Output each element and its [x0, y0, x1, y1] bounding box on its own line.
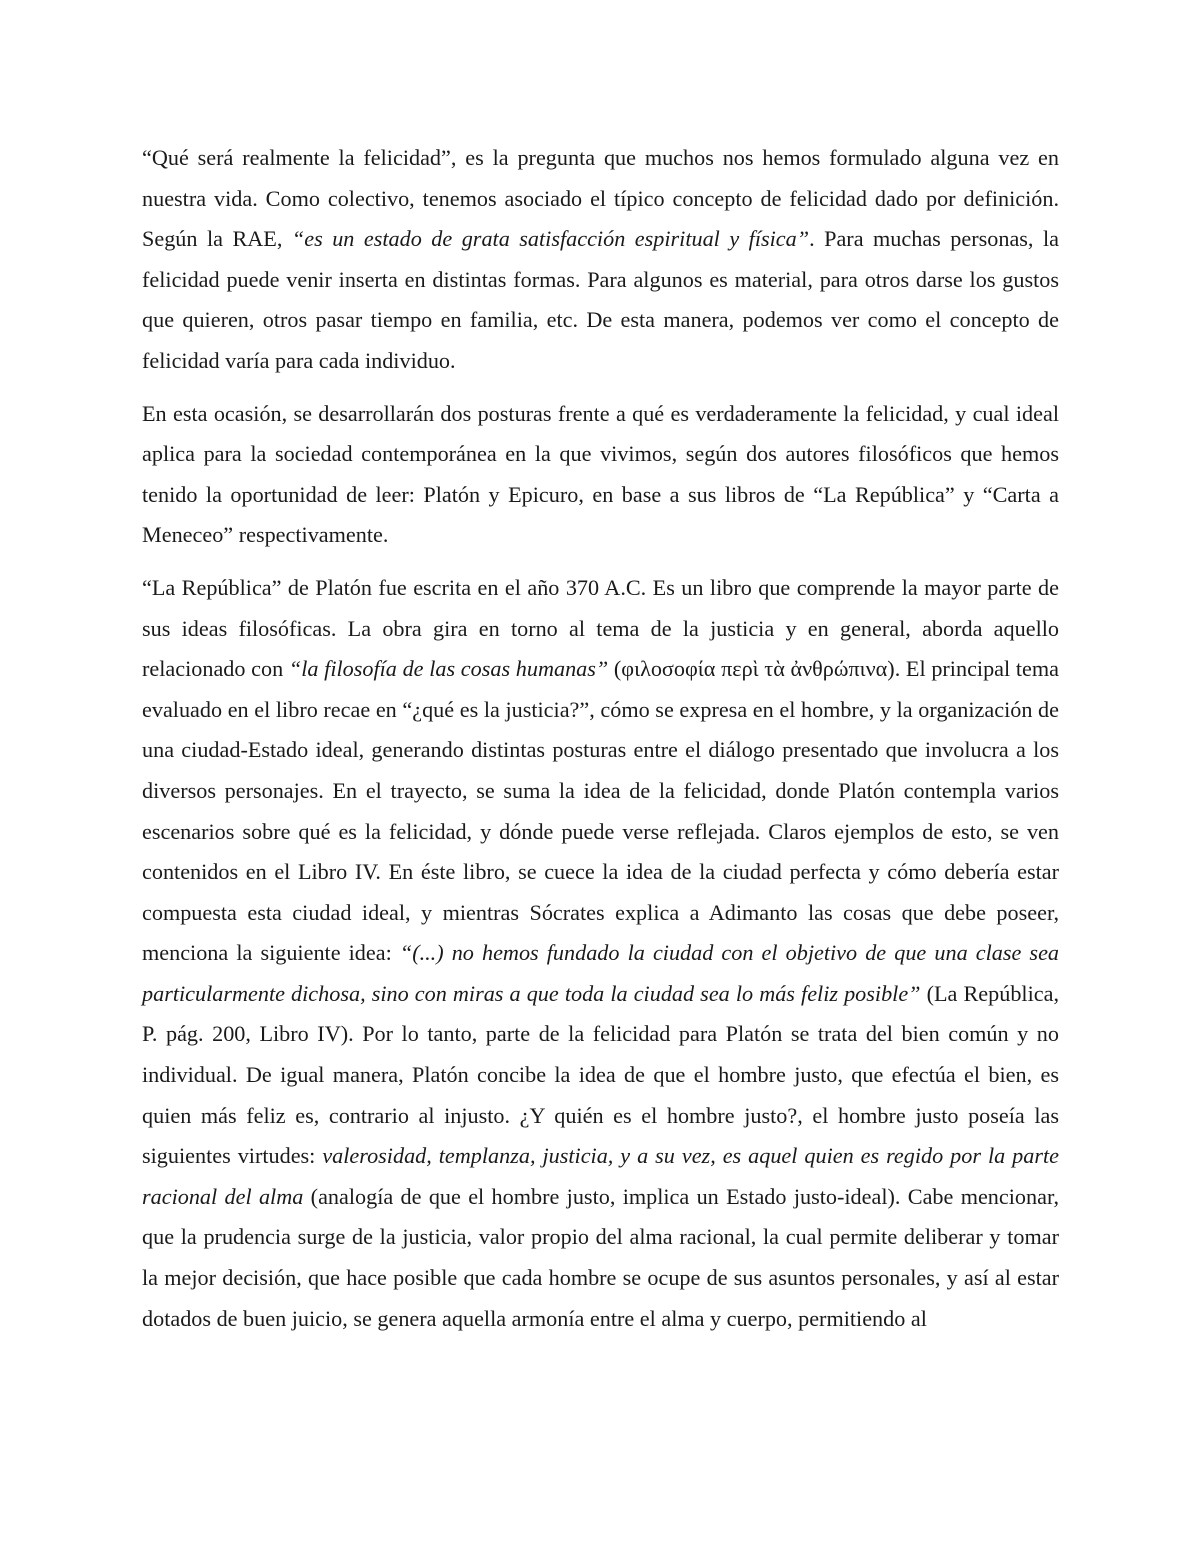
philosophy-quote: “la filosofía de las cosas humanas”	[288, 656, 609, 682]
virtues-emphasis: valerosidad, templanza, justicia, y a su vez, es aquel quien es regido por la parte racional del alma	[142, 1143, 1059, 1209]
text-segment: (φιλοσοφία περὶ τὰ ἀνθρώπινα). El principal tema evaluado en el libro recae en “¿qué es la justicia?”, cómo se expresa en el hombre, y la organización de una ciudad-Estado ideal, generando distintas posturas entre el diálogo presentado que involucra a los diversos personajes. En el trayecto, se suma la idea de la felicidad, donde Platón contempla varios escenarios sobre qué es la felicidad, y dónde puede verse reflejada. Claros ejemplos de esto, se ven contenidos en el Libro IV. En éste libro, se cuece la idea de la ciudad perfecta y cómo debería estar compuesta esta ciudad ideal, y mientras Sócrates explica a Adimanto las cosas que debe poseer, menciona la siguiente idea:	[142, 656, 1059, 966]
paragraph-republica	[142, 568, 1059, 1339]
document-page	[142, 138, 1059, 1339]
text-segment: . Para muchas personas, la felicidad puede venir inserta en distintas formas. Para algunos es material, para otros darse los gustos que quieren, otros pasar tiempo en familia, etc. De esta manera, podemos ver como el concepto de felicidad varía para cada individuo.	[142, 226, 1059, 373]
paragraph-thesis	[142, 394, 1059, 556]
text-segment: “Qué será realmente la felicidad”, es la pregunta que muchos nos hemos formulado alguna vez en nuestra vida. Como colectivo, tenemos asociado el típico concepto de felicidad dado por definición. Según la RAE,	[142, 145, 1059, 252]
paragraph-intro	[142, 138, 1059, 382]
text-segment: (La República, P. pág. 200, Libro IV). Por lo tanto, parte de la felicidad para Platón se trata del bien común y no individual. De igual manera, Platón concibe la idea de que el hombre justo, que efectúa el bien, es quien más feliz es, contrario al injusto. ¿Y quién es el hombre justo?, el hombre justo poseía las siguientes virtudes:	[142, 980, 1059, 1169]
rae-definition-quote: “es un estado de grata satisfacción espiritual y física”	[291, 226, 810, 252]
text-segment: (analogía de que el hombre justo, implica un Estado justo-ideal). Cabe mencionar, que la prudencia surge de la justicia, valor propio del alma racional, la cual permite deliberar y tomar la mejor decisión, que hace posible que cada hombre se ocupe de sus asuntos personales, y así al estar dotados de buen juicio, se genera aquella armonía entre el alma y cuerpo, permitiendo al	[142, 1183, 1059, 1331]
text-segment: “La República” de Platón fue escrita en el año 370 A.C. Es un libro que comprende la mayor parte de sus ideas filosóficas. La obra gira en torno al tema de la justicia y en general, aborda aquello relacionado con	[142, 574, 1059, 682]
republica-quote: “(...) no hemos fundado la ciudad con el objetivo de que una clase sea particularmente dichosa, sino con miras a que toda la ciudad sea lo más feliz posible”	[142, 940, 1060, 1006]
text-segment: En esta ocasión, se desarrollarán dos posturas frente a qué es verdaderamente la felicidad, y cual ideal aplica para la sociedad contemporánea en la que vivimos, según dos autores filosóficos que hemos tenido la oportunidad de leer: Platón y Epicuro, en base a sus libros de “La República” y “Carta a Meneceo” respectivamente.	[142, 400, 1059, 548]
